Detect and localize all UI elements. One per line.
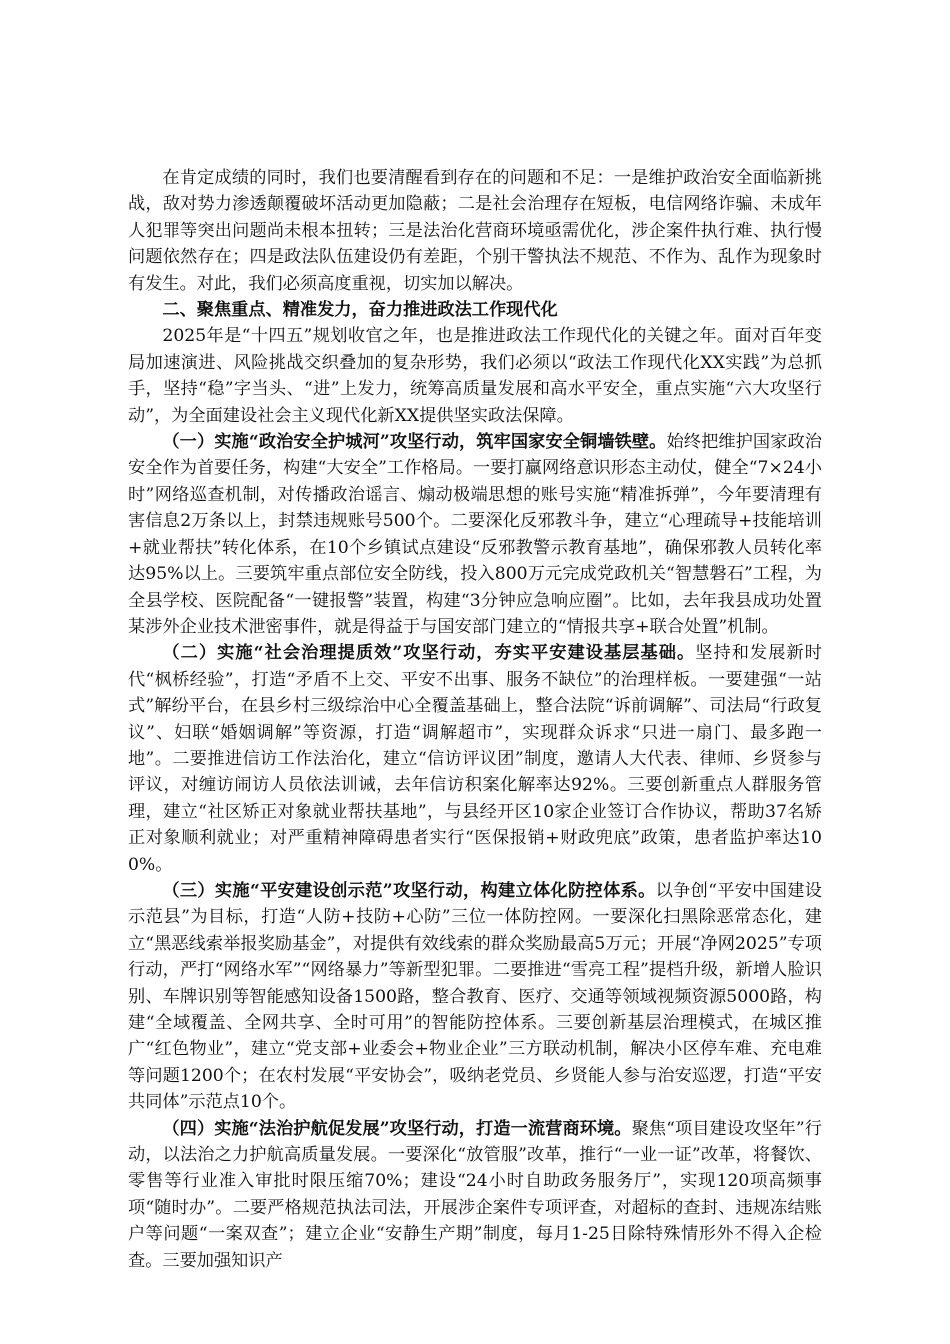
- item-4-body: 聚焦“项目建设攻坚年”行动，以法治之力护航高质量发展。一要深化“放管服”改革，推行“一业一证”改革，将餐饮、零售等行业准入审批时限压缩70%；建设“24小时自助政务服务厅”，实现120项高频事项“随时办”。二要严格规范执法司法，开展涉企案件专项评查，对超标的查封、违规冻结账户等问题“一案双查”；建立企业“安静生产期”制度，每月1-25日除特殊情形外不得入企检查。三要加强知识产: [128, 1118, 822, 1271]
- item-1-lead: （一）实施“政治安全护城河”攻坚行动，筑牢国家安全铜墙铁壁。: [162, 432, 667, 453]
- item-1-paragraph: [128, 429, 822, 640]
- item-3-body: 以争创“平安中国建设示范县”为目标，打造“人防+技防+心防”三位一体防控网。一要深化扫黑除恶常态化，建立“黑恶线索举报奖励基金”，对提供有效线索的群众奖励最高5万元；开展“净网2025”专项行动，严打“网络水军”“网络暴力”等新型犯罪。二要推进“雪亮工程”提档升级，新增人脸识别、车牌识别等智能感知设备1500路，整合教育、医疗、交通等领域视频资源5000路，构建“全域覆盖、全网共享、全时可用”的智能防控体系。三要创新基层治理模式，在城区推广“红色物业”，建立“党支部+业委会+物业企业”三方联动机制，解决小区停车难、充电难等问题1200个；在农村发展“平安协会”，吸纳老党员、乡贤能人参与治安巡逻，打造“平安共同体”示范点10个。: [128, 880, 822, 1113]
- item-2-paragraph: [128, 640, 822, 878]
- paragraph-problems: 在肯定成绩的同时，我们也要清醒看到存在的问题和不足：一是维护政治安全面临新挑战，敌对势力渗透颠覆破坏活动更加隐蔽；二是社会治理存在短板，电信网络诈骗、未成年人犯罪等突出问题尚未根本扭转；三是法治化营商环境亟需优化，涉企案件执行难、执行慢问题依然存在；四是政法队伍建设仍有差距，个别干警执法不规范、不作为、乱作为现象时有发生。对此，我们必须高度重视，切实加以解决。: [128, 168, 822, 294]
- item-4-lead: （四）实施“法治护航促发展”攻坚行动，打造一流营商环境。: [162, 1118, 632, 1139]
- document-page: [128, 165, 822, 1274]
- item-3-lead: （三）实施“平安建设创示范”攻坚行动，构建立体化防控体系。: [162, 880, 656, 901]
- item-4-paragraph: [128, 1116, 822, 1274]
- item-3-paragraph: [128, 878, 822, 1116]
- item-1-body: 始终把维护国家政治安全作为首要任务，构建“大安全”工作格局。一要打赢网络意识形态主动仗，健全“7×24小时”网络巡查机制，对传播政治谣言、煽动极端思想的账号实施“精准拆弹”，今年要清理有害信息2万条以上，封禁违规账号500个。二要深化反邪教斗争，建立“心理疏导+技能培训+就业帮扶”转化体系，在10个乡镇试点建设“反邪教警示教育基地”，确保邪教人员转化率达95%以上。三要筑牢重点部位安全防线，投入800万元完成党政机关“智慧磐石”工程，为全县学校、医院配备“一键报警”装置，构建“3分钟应急响应圈”。比如，去年我县成功处置某涉外企业技术泄密事件，就是得益于与国安部门建立的“情报共享+联合处置”机制。: [128, 432, 822, 637]
- item-2-body: 坚持和发展新时代“枫桥经验”，打造“矛盾不上交、平安不出事、服务不缺位”的治理样板。一要建强“一站式”解纷平台，在县乡村三级综治中心全覆盖基础上，整合法院“诉前调解”、司法局“行政复议”、妇联“婚姻调解”等资源，打造“调解超市”，实现群众诉求“只进一扇门、最多跑一地”。二要推进信访工作法治化，建立“信访评议团”制度，邀请人大代表、律师、乡贤参与评议，对缠访闹访人员依法训诫，去年信访积案化解率达92%。三要创新重点人群服务管理，建立“社区矫正对象就业帮扶基地”，与县经开区10家企业签订合作协议，帮助37名矫正对象顺利就业；对严重精神障碍患者实行“医保报销+财政兜底”政策，患者监护率达100%。: [128, 643, 822, 875]
- paragraph-2025-overview: 2025年是“十四五”规划收官之年，也是推进政法工作现代化的关键之年。面对百年变局加速演进、风险挑战交织叠加的复杂形势，我们必须以“政法工作现代化XX实践”为总抓手，坚持“稳”字当头、“进”上发力，统筹高质量发展和高水平安全，重点实施“六大攻坚行动”，为全面建设社会主义现代化新XX提供坚实政法保障。: [128, 326, 822, 426]
- item-2-lead: （二）实施“社会治理提质效”攻坚行动，夯实平安建设基层基础。: [162, 643, 696, 664]
- section-heading-2: 二、聚焦重点、精准发力，奋力推进政法工作现代化: [162, 300, 558, 321]
